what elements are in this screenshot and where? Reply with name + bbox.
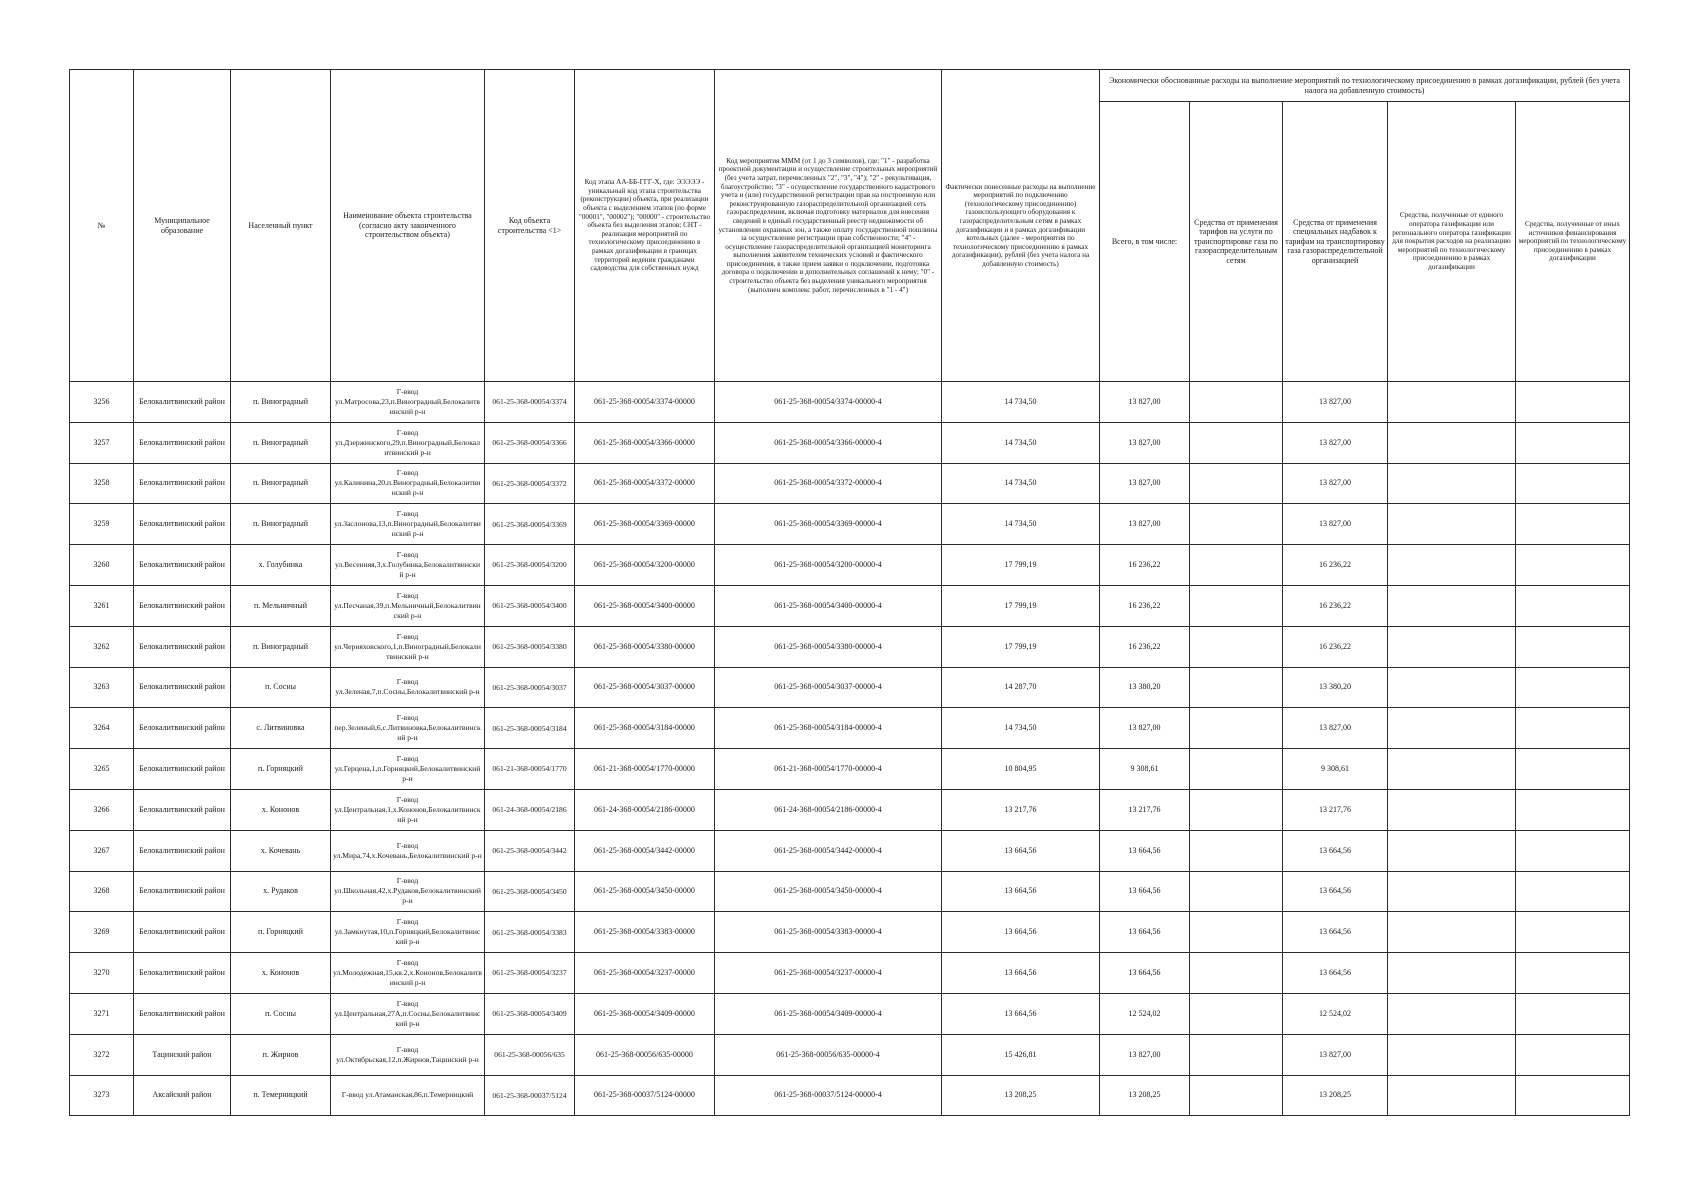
cell-surcharge-funds: 13 664,56 <box>1283 912 1388 953</box>
cell-stage-code: 061-25-368-00054/3400-00000 <box>575 585 715 626</box>
cell-tariff-funds <box>1190 545 1283 586</box>
header-total: Всего, в том числе: <box>1100 102 1190 382</box>
cell-no: 3265 <box>70 749 134 790</box>
cell-event-code: 061-25-368-00054/3380-00000-4 <box>715 626 942 667</box>
cell-other-funds <box>1516 382 1630 423</box>
cell-settlement: п. Жирнов <box>231 1034 331 1075</box>
cell-object-name: Г-ввод ул.Центральная,27А,п.Сосны,Белокалитвинский р-н <box>331 993 485 1034</box>
cell-total: 13 827,00 <box>1100 504 1190 545</box>
cell-object-code: 061-25-368-00037/5124 <box>485 1075 575 1116</box>
cell-municipality: Тацинский район <box>134 1034 231 1075</box>
cell-other-funds <box>1516 504 1630 545</box>
cell-total: 16 236,22 <box>1100 626 1190 667</box>
cell-stage-code: 061-25-368-00054/3383-00000 <box>575 912 715 953</box>
cell-object-code: 061-25-368-00054/3184 <box>485 708 575 749</box>
cell-operator-funds <box>1388 382 1516 423</box>
cell-total: 13 827,00 <box>1100 708 1190 749</box>
cell-municipality: Белокалитвинский район <box>134 871 231 912</box>
table-row <box>70 830 1630 871</box>
cell-total: 13 664,56 <box>1100 830 1190 871</box>
cell-event-code: 061-25-368-00054/3374-00000-4 <box>715 382 942 423</box>
cell-surcharge-funds: 16 236,22 <box>1283 626 1388 667</box>
cell-surcharge-funds: 16 236,22 <box>1283 545 1388 586</box>
cell-stage-code: 061-25-368-00054/3184-00000 <box>575 708 715 749</box>
table-row <box>70 422 1630 463</box>
cell-object-code: 061-25-368-00054/3200 <box>485 545 575 586</box>
cell-settlement: п. Темерницкий <box>231 1075 331 1116</box>
cell-surcharge-funds: 13 827,00 <box>1283 708 1388 749</box>
cell-other-funds <box>1516 545 1630 586</box>
cell-tariff-funds <box>1190 830 1283 871</box>
cell-other-funds <box>1516 749 1630 790</box>
cell-event-code: 061-25-368-00054/3369-00000-4 <box>715 504 942 545</box>
cell-event-code: 061-21-368-00054/1770-00000-4 <box>715 749 942 790</box>
cell-other-funds <box>1516 667 1630 708</box>
cell-operator-funds <box>1388 708 1516 749</box>
cell-object-code: 061-25-368-00054/3400 <box>485 585 575 626</box>
cell-surcharge-funds: 13 827,00 <box>1283 1034 1388 1075</box>
table-row <box>70 545 1630 586</box>
cell-actual-costs: 13 217,76 <box>942 789 1100 830</box>
table-row <box>70 626 1630 667</box>
cell-event-code: 061-25-368-00054/3442-00000-4 <box>715 830 942 871</box>
cell-operator-funds <box>1388 871 1516 912</box>
cell-other-funds <box>1516 912 1630 953</box>
cell-stage-code: 061-25-368-00056/635-00000 <box>575 1034 715 1075</box>
header-municipality: Муниципальное образование <box>134 70 231 382</box>
table-row <box>70 463 1630 504</box>
cell-object-code: 061-25-368-00054/3374 <box>485 382 575 423</box>
cell-total: 13 208,25 <box>1100 1075 1190 1116</box>
cell-tariff-funds <box>1190 667 1283 708</box>
cell-municipality: Белокалитвинский район <box>134 993 231 1034</box>
table-row <box>70 1075 1630 1116</box>
cell-object-name: Г-ввод ул.Дзержинского,29,п.Виноградный,Белокалитвинский р-н <box>331 422 485 463</box>
cell-no: 3256 <box>70 382 134 423</box>
cell-tariff-funds <box>1190 708 1283 749</box>
cell-settlement: п. Виноградный <box>231 382 331 423</box>
cell-operator-funds <box>1388 749 1516 790</box>
cell-operator-funds <box>1388 463 1516 504</box>
header-event-code: Код мероприятия МММ (от 1 до 3 символов), где: "1" - разработка проектной документации и осуществление строительных мероприятий (без учета затрат, перечисленных "2", "3", "4"); "2" - рекультивация, благоустройство; "3" - осуществление государственного кадастрового учета и (или) государственной регистрации прав на построенную или реконструированную газораспределительной организацией сеть газораспределения, включая подготовку материалов для внесения сведений в единый государственный реестр недвижимости об установлении охранных зон, а также оплату государственной пошлины за осуществление регистрации прав собственности; "4" - осуществление газораспределительной организацией мониторинга выполнения заявителем технических условий и фактического присоединения, в также прием заявки о подключении, подготовка договора о подключении и дополнительных соглашений к нему; "0" - строительство объекта без выделения уникального мероприятия (выполнен комплекс работ, перечисленных в "1 - 4") <box>715 70 942 382</box>
cell-event-code: 061-25-368-00056/635-00000-4 <box>715 1034 942 1075</box>
cell-tariff-funds <box>1190 626 1283 667</box>
cell-object-name: Г-ввод ул.Мира,74,х.Кочевань,Белокалитвинский р-н <box>331 830 485 871</box>
cell-object-code: 061-25-368-00054/3380 <box>485 626 575 667</box>
cell-surcharge-funds: 9 308,61 <box>1283 749 1388 790</box>
cell-stage-code: 061-25-368-00054/3374-00000 <box>575 382 715 423</box>
cell-actual-costs: 13 664,56 <box>942 830 1100 871</box>
table-row <box>70 708 1630 749</box>
cell-no: 3261 <box>70 585 134 626</box>
table-row <box>70 749 1630 790</box>
cell-stage-code: 061-25-368-00054/3450-00000 <box>575 871 715 912</box>
cell-municipality: Белокалитвинский район <box>134 830 231 871</box>
cell-no: 3270 <box>70 953 134 994</box>
cell-settlement: х. Кочевань <box>231 830 331 871</box>
cell-surcharge-funds: 13 827,00 <box>1283 504 1388 545</box>
cell-actual-costs: 13 664,56 <box>942 993 1100 1034</box>
cell-tariff-funds <box>1190 789 1283 830</box>
cell-municipality: Аксайский район <box>134 1075 231 1116</box>
cell-total: 13 827,00 <box>1100 382 1190 423</box>
cell-no: 3257 <box>70 422 134 463</box>
cell-no: 3262 <box>70 626 134 667</box>
cell-actual-costs: 10 804,95 <box>942 749 1100 790</box>
header-object-code: Код объекта строительства <1> <box>485 70 575 382</box>
table-row <box>70 1034 1630 1075</box>
cell-settlement: п. Сосны <box>231 667 331 708</box>
table-row <box>70 993 1630 1034</box>
cell-stage-code: 061-25-368-00054/3237-00000 <box>575 953 715 994</box>
cell-object-code: 061-21-368-00054/1770 <box>485 749 575 790</box>
report-sheet <box>69 69 1630 1116</box>
cell-operator-funds <box>1388 545 1516 586</box>
cell-stage-code: 061-25-368-00037/5124-00000 <box>575 1075 715 1116</box>
cell-surcharge-funds: 13 664,56 <box>1283 871 1388 912</box>
cell-actual-costs: 13 664,56 <box>942 912 1100 953</box>
cell-operator-funds <box>1388 830 1516 871</box>
cell-surcharge-funds: 13 664,56 <box>1283 953 1388 994</box>
cell-other-funds <box>1516 708 1630 749</box>
cell-total: 13 664,56 <box>1100 871 1190 912</box>
cell-stage-code: 061-25-368-00054/3369-00000 <box>575 504 715 545</box>
cell-other-funds <box>1516 422 1630 463</box>
cell-actual-costs: 17 799,19 <box>942 585 1100 626</box>
table-row <box>70 953 1630 994</box>
cell-municipality: Белокалитвинский район <box>134 953 231 994</box>
cell-object-name: Г-ввод пер.Зеленый,6,с.Литвиновка,Белокалитвинский р-н <box>331 708 485 749</box>
cell-operator-funds <box>1388 993 1516 1034</box>
cell-event-code: 061-25-368-00054/3184-00000-4 <box>715 708 942 749</box>
cell-total: 16 236,22 <box>1100 585 1190 626</box>
cell-object-code: 061-25-368-00054/3409 <box>485 993 575 1034</box>
cell-total: 13 664,56 <box>1100 912 1190 953</box>
cell-total: 9 308,61 <box>1100 749 1190 790</box>
cell-total: 13 217,76 <box>1100 789 1190 830</box>
data-table <box>69 69 1630 1116</box>
header-tariff-funds: Средства от применения тарифов на услуги по транспортировке газа по газораспределительным сетям <box>1190 102 1283 382</box>
cell-settlement: п. Мельничный <box>231 585 331 626</box>
header-actual-costs: Фактически понесенные расходы на выполнение мероприятий по подключению (технологическому присоединению) газоиспользующего оборудования к газораспределительным сетям в рамках догазификации и в рамках догазификации котельных (далее - мероприятия по технологическому присоединению в рамках догазификации), рублей (без учета налога на добавленную стоимость) <box>942 70 1100 382</box>
cell-object-name: Г-ввод ул.Герцена,1,п.Горняцкий,Белокалитвинский р-н <box>331 749 485 790</box>
cell-municipality: Белокалитвинский район <box>134 708 231 749</box>
cell-actual-costs: 14 734,50 <box>942 708 1100 749</box>
cell-object-name: Г-ввод ул.Центральная,1,х.Кононов,Белокалитвинский р-н <box>331 789 485 830</box>
cell-tariff-funds <box>1190 382 1283 423</box>
cell-settlement: п. Виноградный <box>231 463 331 504</box>
cell-other-funds <box>1516 585 1630 626</box>
cell-operator-funds <box>1388 667 1516 708</box>
table-row <box>70 789 1630 830</box>
cell-object-code: 061-25-368-00054/3237 <box>485 953 575 994</box>
cell-operator-funds <box>1388 626 1516 667</box>
header-other-funds: Средства, полученные от иных источников финансирования мероприятий по технологическому присоединению в рамках догазификации <box>1516 102 1630 382</box>
cell-municipality: Белокалитвинский район <box>134 463 231 504</box>
cell-other-funds <box>1516 1034 1630 1075</box>
cell-object-name: Г-ввод ул.Песчаная,39,п.Мельничный,Белокалитвинский р-н <box>331 585 485 626</box>
cell-settlement: х. Кононов <box>231 789 331 830</box>
cell-tariff-funds <box>1190 953 1283 994</box>
cell-object-name: Г-ввод ул.Зеленая,7,п.Сосны,Белокалитвинский р-н <box>331 667 485 708</box>
cell-operator-funds <box>1388 789 1516 830</box>
cell-event-code: 061-25-368-00054/3372-00000-4 <box>715 463 942 504</box>
cell-event-code: 061-25-368-00054/3409-00000-4 <box>715 993 942 1034</box>
cell-actual-costs: 14 734,50 <box>942 463 1100 504</box>
cell-stage-code: 061-25-368-00054/3380-00000 <box>575 626 715 667</box>
cell-stage-code: 061-25-368-00054/3037-00000 <box>575 667 715 708</box>
cell-actual-costs: 14 734,50 <box>942 382 1100 423</box>
cell-no: 3260 <box>70 545 134 586</box>
cell-settlement: п. Сосны <box>231 993 331 1034</box>
table-row <box>70 585 1630 626</box>
cell-no: 3273 <box>70 1075 134 1116</box>
cell-event-code: 061-25-368-00054/3200-00000-4 <box>715 545 942 586</box>
cell-municipality: Белокалитвинский район <box>134 626 231 667</box>
cell-object-code: 061-24-368-00054/2186 <box>485 789 575 830</box>
cell-settlement: п. Виноградный <box>231 422 331 463</box>
cell-other-funds <box>1516 1075 1630 1116</box>
cell-settlement: п. Виноградный <box>231 504 331 545</box>
cell-event-code: 061-25-368-00037/5124-00000-4 <box>715 1075 942 1116</box>
cell-object-code: 061-25-368-00054/3442 <box>485 830 575 871</box>
cell-settlement: х. Голубинка <box>231 545 331 586</box>
cell-total: 12 524,02 <box>1100 993 1190 1034</box>
cell-tariff-funds <box>1190 463 1283 504</box>
cell-other-funds <box>1516 463 1630 504</box>
cell-event-code: 061-25-368-00054/3400-00000-4 <box>715 585 942 626</box>
cell-event-code: 061-25-368-00054/3037-00000-4 <box>715 667 942 708</box>
table-row <box>70 912 1630 953</box>
cell-no: 3269 <box>70 912 134 953</box>
cell-actual-costs: 14 734,50 <box>942 504 1100 545</box>
header-object-name: Наименование объекта строительства (согласно акту законченного строительством объекта) <box>331 70 485 382</box>
cell-settlement: п. Горняцкий <box>231 912 331 953</box>
cell-object-code: 061-25-368-00054/3366 <box>485 422 575 463</box>
cell-municipality: Белокалитвинский район <box>134 912 231 953</box>
cell-municipality: Белокалитвинский район <box>134 585 231 626</box>
cell-object-code: 061-25-368-00054/3369 <box>485 504 575 545</box>
cell-municipality: Белокалитвинский район <box>134 667 231 708</box>
cell-no: 3272 <box>70 1034 134 1075</box>
cell-surcharge-funds: 12 524,02 <box>1283 993 1388 1034</box>
cell-municipality: Белокалитвинский район <box>134 789 231 830</box>
cell-object-code: 061-25-368-00054/3383 <box>485 912 575 953</box>
header-no: № <box>70 70 134 382</box>
cell-no: 3267 <box>70 830 134 871</box>
cell-event-code: 061-24-368-00054/2186-00000-4 <box>715 789 942 830</box>
cell-surcharge-funds: 16 236,22 <box>1283 585 1388 626</box>
cell-operator-funds <box>1388 1075 1516 1116</box>
header-surcharge-funds: Средства от применения специальных надбавок к тарифам на транспортировку газа газораспределительной организацией <box>1283 102 1388 382</box>
cell-operator-funds <box>1388 912 1516 953</box>
cell-object-name: Г-ввод ул.Заслонова,13,п.Виноградный,Белокалитвинский р-н <box>331 504 485 545</box>
cell-other-funds <box>1516 830 1630 871</box>
cell-object-name: Г-ввод ул.Молодежная,15,кв.2,х.Кононов,Белокалитвинский р-н <box>331 953 485 994</box>
cell-stage-code: 061-25-368-00054/3366-00000 <box>575 422 715 463</box>
cell-no: 3268 <box>70 871 134 912</box>
cell-total: 13 827,00 <box>1100 1034 1190 1075</box>
cell-object-code: 061-25-368-00054/3450 <box>485 871 575 912</box>
cell-other-funds <box>1516 953 1630 994</box>
cell-event-code: 061-25-368-00054/3237-00000-4 <box>715 953 942 994</box>
table-body <box>70 382 1630 1116</box>
cell-actual-costs: 15 426,81 <box>942 1034 1100 1075</box>
table-row <box>70 871 1630 912</box>
cell-total: 13 827,00 <box>1100 422 1190 463</box>
cell-total: 13 827,00 <box>1100 463 1190 504</box>
cell-object-name: Г-ввод ул.Калинина,20,п.Виноградный,Белокалитвинский р-н <box>331 463 485 504</box>
cell-operator-funds <box>1388 585 1516 626</box>
cell-tariff-funds <box>1190 871 1283 912</box>
cell-operator-funds <box>1388 504 1516 545</box>
cell-no: 3263 <box>70 667 134 708</box>
cell-total: 13 664,56 <box>1100 953 1190 994</box>
cell-surcharge-funds: 13 827,00 <box>1283 382 1388 423</box>
cell-object-name: Г-ввод ул.Замкнутая,10,п.Горняцкий,Белокалитвинский р-н <box>331 912 485 953</box>
cell-municipality: Белокалитвинский район <box>134 504 231 545</box>
cell-settlement: п. Горняцкий <box>231 749 331 790</box>
cell-actual-costs: 17 799,19 <box>942 626 1100 667</box>
cell-surcharge-funds: 13 217,76 <box>1283 789 1388 830</box>
cell-actual-costs: 13 208,25 <box>942 1075 1100 1116</box>
cell-stage-code: 061-25-368-00054/3200-00000 <box>575 545 715 586</box>
cell-object-name: Г-ввод ул.Октябрьская,12,п.Жирнов,Тацинский р-н <box>331 1034 485 1075</box>
cell-actual-costs: 13 664,56 <box>942 953 1100 994</box>
cell-municipality: Белокалитвинский район <box>134 422 231 463</box>
cell-stage-code: 061-25-368-00054/3372-00000 <box>575 463 715 504</box>
cell-operator-funds <box>1388 953 1516 994</box>
cell-municipality: Белокалитвинский район <box>134 749 231 790</box>
cell-total: 16 236,22 <box>1100 545 1190 586</box>
cell-other-funds <box>1516 993 1630 1034</box>
cell-object-name: Г-ввод ул.Матросова,23,п.Виноградный,Белокалитвинский р-н <box>331 382 485 423</box>
cell-object-name: Г-ввод ул.Весенняя,3,х.Голубинка,Белокалитвинский р-н <box>331 545 485 586</box>
cell-tariff-funds <box>1190 1034 1283 1075</box>
cell-event-code: 061-25-368-00054/3366-00000-4 <box>715 422 942 463</box>
cell-stage-code: 061-25-368-00054/3409-00000 <box>575 993 715 1034</box>
table-row <box>70 382 1630 423</box>
cell-object-code: 061-25-368-00054/3037 <box>485 667 575 708</box>
cell-surcharge-funds: 13 827,00 <box>1283 422 1388 463</box>
cell-operator-funds <box>1388 422 1516 463</box>
cell-settlement: п. Виноградный <box>231 626 331 667</box>
cell-stage-code: 061-25-368-00054/3442-00000 <box>575 830 715 871</box>
cell-tariff-funds <box>1190 504 1283 545</box>
header-settlement: Населенный пункт <box>231 70 331 382</box>
cell-total: 13 380,20 <box>1100 667 1190 708</box>
cell-surcharge-funds: 13 664,56 <box>1283 830 1388 871</box>
cell-no: 3259 <box>70 504 134 545</box>
cell-tariff-funds <box>1190 993 1283 1034</box>
table-header <box>70 70 1630 382</box>
header-group-economic-costs: Экономически обоснованные расходы на выполнение мероприятий по технологическому присоединению в рамках догазификации, рублей (без учета налога на добавленную стоимость) <box>1100 70 1630 102</box>
cell-actual-costs: 17 799,19 <box>942 545 1100 586</box>
cell-tariff-funds <box>1190 422 1283 463</box>
cell-actual-costs: 14 734,50 <box>942 422 1100 463</box>
cell-tariff-funds <box>1190 912 1283 953</box>
cell-other-funds <box>1516 626 1630 667</box>
cell-tariff-funds <box>1190 585 1283 626</box>
cell-actual-costs: 13 664,56 <box>942 871 1100 912</box>
cell-tariff-funds <box>1190 749 1283 790</box>
cell-object-name: Г-ввод ул.Школьная,42,х.Рудаков,Белокалитвинский р-н <box>331 871 485 912</box>
cell-stage-code: 061-24-368-00054/2186-00000 <box>575 789 715 830</box>
cell-operator-funds <box>1388 1034 1516 1075</box>
cell-no: 3264 <box>70 708 134 749</box>
cell-actual-costs: 14 287,70 <box>942 667 1100 708</box>
cell-settlement: х. Кононов <box>231 953 331 994</box>
cell-object-code: 061-25-368-00054/3372 <box>485 463 575 504</box>
cell-settlement: х. Рудаков <box>231 871 331 912</box>
cell-surcharge-funds: 13 827,00 <box>1283 463 1388 504</box>
header-operator-funds: Средства, полученные от единого оператора газификации или регионального оператора газификации для покрытия расходов на реализацию мероприятий по технологическому присоединению в рамках догазификации <box>1388 102 1516 382</box>
cell-event-code: 061-25-368-00054/3450-00000-4 <box>715 871 942 912</box>
table-row <box>70 667 1630 708</box>
cell-object-name: Г-ввод ул.Черняховского,1,п.Виноградный,Белокалитвинский р-н <box>331 626 485 667</box>
cell-surcharge-funds: 13 380,20 <box>1283 667 1388 708</box>
cell-surcharge-funds: 13 208,25 <box>1283 1075 1388 1116</box>
cell-stage-code: 061-21-368-00054/1770-00000 <box>575 749 715 790</box>
cell-other-funds <box>1516 789 1630 830</box>
cell-other-funds <box>1516 871 1630 912</box>
table-row <box>70 504 1630 545</box>
header-stage-code: Код этапа АА-ББ-ГГГ-Х, где: ЭЭЭЭЭ - уникальный код этапа строительства (реконструкции) объекта, при реализации объекта с выделением этапов (по форме "00001", "00002"); "00000" - строительство объекта без выделения этапов; СНТ - реализация мероприятий по технологическому присоединению в рамках догазификации в границах территорий ведения гражданами садоводства для собственных нужд <box>575 70 715 382</box>
cell-no: 3271 <box>70 993 134 1034</box>
cell-settlement: с. Литвиновка <box>231 708 331 749</box>
cell-event-code: 061-25-368-00054/3383-00000-4 <box>715 912 942 953</box>
cell-object-code: 061-25-368-00056/635 <box>485 1034 575 1075</box>
cell-no: 3258 <box>70 463 134 504</box>
cell-municipality: Белокалитвинский район <box>134 382 231 423</box>
cell-municipality: Белокалитвинский район <box>134 545 231 586</box>
cell-tariff-funds <box>1190 1075 1283 1116</box>
cell-object-name: Г-ввод ул.Атаманская,86,п.Темерницкий <box>331 1075 485 1116</box>
cell-no: 3266 <box>70 789 134 830</box>
